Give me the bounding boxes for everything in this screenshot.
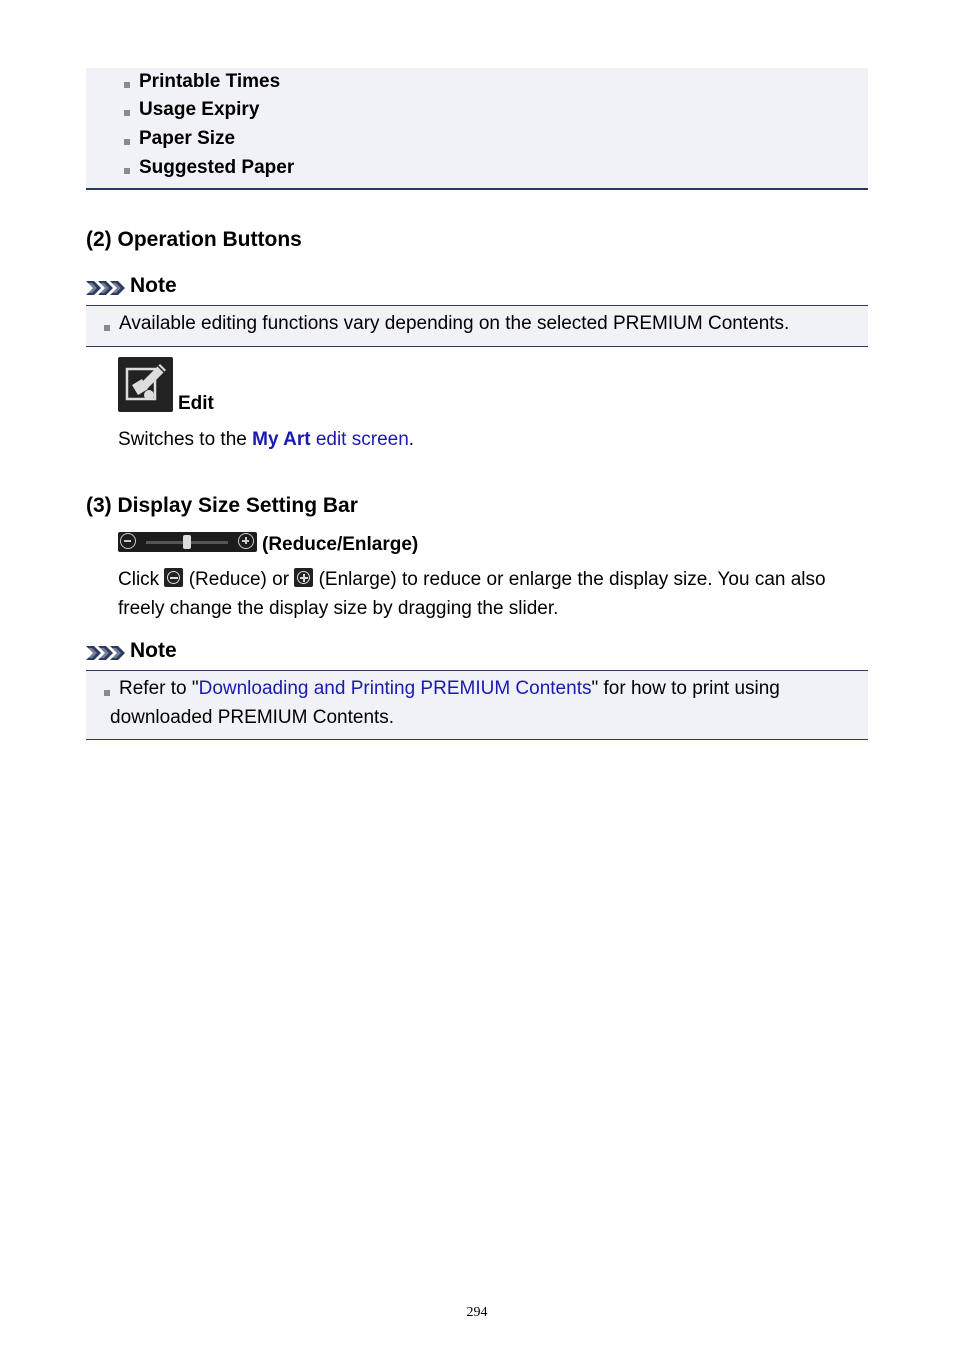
summary-list-box <box>86 68 868 190</box>
reduce-icon <box>164 568 183 587</box>
note-arrows-icon <box>86 280 126 296</box>
slider-label: (Reduce/Enlarge) <box>262 534 419 555</box>
page-number: 294 <box>466 1305 488 1320</box>
section-heading-display-size: (3) Display Size Setting Bar <box>86 494 358 517</box>
edit-description: Switches to the My Art edit screen. <box>118 429 415 450</box>
list-item: Printable Times <box>139 70 280 94</box>
note-arrows-icon <box>86 645 126 661</box>
slider-description-line1: Click (Reduce) or (Enlarge) to reduce or enlarge the display size. You can also <box>118 569 826 590</box>
edit-button-icon[interactable] <box>118 357 173 412</box>
note-text-line2: downloaded PREMIUM Contents. <box>110 707 395 728</box>
note-heading: Note <box>130 274 177 297</box>
edit-screen-link[interactable]: edit screen <box>315 429 409 450</box>
downloading-printing-link[interactable]: Downloading and Printing PREMIUM Contents <box>198 678 592 699</box>
list-item: Suggested Paper <box>139 156 294 180</box>
note-text-line1: Refer to "Downloading and Printing PREMIUM Contents" for how to print using <box>119 678 780 699</box>
my-art-link[interactable]: My Art <box>252 429 311 450</box>
note-text: Available editing functions vary depending on the selected PREMIUM Contents. <box>119 313 790 334</box>
slider-thumb[interactable] <box>183 535 191 549</box>
display-size-slider-bar[interactable] <box>118 532 257 552</box>
reduce-icon[interactable] <box>120 533 136 549</box>
enlarge-icon <box>294 568 313 587</box>
list-item: Paper Size <box>139 127 235 151</box>
section-heading-operation-buttons: (2) Operation Buttons <box>86 228 302 251</box>
note-heading: Note <box>130 639 177 662</box>
slider-description-line2: freely change the display size by dragging the slider. <box>118 598 559 619</box>
edit-label: Edit <box>178 393 214 414</box>
note-box <box>86 305 868 347</box>
note-box <box>86 670 868 740</box>
list-item: Usage Expiry <box>139 98 259 122</box>
enlarge-icon[interactable] <box>238 533 254 549</box>
